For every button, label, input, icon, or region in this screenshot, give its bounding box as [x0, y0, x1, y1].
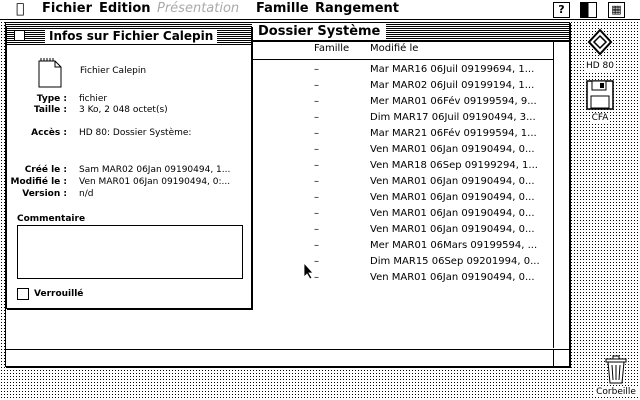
row-family: – [314, 240, 319, 251]
desktop-floppy[interactable] [580, 80, 620, 123]
hard-disk-icon[interactable] [587, 28, 613, 58]
floppy-disk-icon[interactable] [586, 80, 614, 110]
floppy-label: CFA [591, 113, 609, 123]
grow-box[interactable] [553, 350, 569, 366]
row-modified: Mar MAR21 06Fév 09199594, 1... [370, 128, 537, 139]
menu-famille[interactable]: Famille [256, 1, 309, 16]
close-box-icon[interactable] [14, 30, 25, 41]
row-modified: Mar MAR16 06Juil 09199694, 1... [370, 64, 535, 75]
vertical-scrollbar[interactable] [553, 42, 569, 348]
trash-icon[interactable] [603, 354, 629, 384]
horizontal-scrollbar[interactable] [6, 349, 569, 366]
row-modified: Ven MAR01 06Jan 09190494, 0... [370, 208, 535, 219]
help-menu-icon[interactable]: ? [553, 2, 570, 18]
where-value: HD 80: Dossier Système: [79, 128, 192, 138]
row-family: – [314, 272, 319, 283]
menu-rangement[interactable]: Rangement [315, 1, 399, 16]
row-family: – [314, 208, 319, 219]
apple-menu-icon[interactable] [16, 1, 24, 17]
row-family: – [314, 256, 319, 267]
row-modified: Ven MAR01 06Jan 09190494, 0... [370, 192, 535, 203]
row-modified: Mar MAR02 06Juil 09199194, 1... [370, 80, 535, 91]
row-family: – [314, 160, 319, 171]
created-label: Créé le : [24, 165, 67, 175]
row-family: – [314, 64, 319, 75]
disk-label: HD 80 [585, 61, 614, 71]
row-modified: Ven MAR01 06Jan 09190494, 0... [370, 224, 535, 235]
row-family: – [314, 176, 319, 187]
size-label: Taille : [33, 105, 67, 115]
file-name: Fichier Calepin [80, 66, 147, 76]
desktop-disk[interactable] [580, 28, 620, 71]
info-window-titlebar[interactable] [7, 27, 251, 45]
info-window-title: Infos sur Fichier Calepin [45, 29, 217, 43]
document-icon [37, 57, 63, 89]
where-label: Accès : [31, 128, 67, 138]
balloon-menu-icon[interactable] [580, 2, 597, 18]
created-value: Sam MAR02 06Jan 09190494, 1... [79, 165, 231, 175]
menu-bar [0, 0, 640, 20]
trash-label: Corbeille [596, 387, 636, 397]
version-label: Version : [22, 189, 67, 199]
mouse-cursor-icon [303, 262, 315, 280]
info-window [6, 26, 252, 309]
row-modified: Ven MAR01 06Jan 09190494, 0... [370, 144, 535, 155]
desktop-trash[interactable] [594, 354, 638, 397]
type-value: fichier [79, 94, 108, 104]
row-modified: Ven MAR18 06Sep 09199294, 1... [370, 160, 538, 171]
row-modified: Ven MAR01 06Jan 09190494, 0... [370, 176, 535, 187]
row-modified: Mer MAR01 06Fév 09199594, 9... [370, 96, 537, 107]
row-modified: Ven MAR01 06Jan 09190494, 0... [370, 272, 535, 283]
folder-window-title: Dossier Système [252, 24, 386, 39]
row-family: – [314, 192, 319, 203]
row-family: – [314, 128, 319, 139]
row-family: – [314, 96, 319, 107]
row-family: – [314, 224, 319, 235]
lock-label: Verrouillé [34, 289, 84, 299]
menu-fichier[interactable]: Fichier [42, 1, 92, 16]
version-value: n/d [79, 189, 94, 199]
lock-control[interactable] [17, 288, 83, 300]
application-menu-icon[interactable]: ▦ [608, 2, 625, 18]
lock-checkbox[interactable] [17, 288, 29, 300]
menu-edition[interactable]: Edition [99, 1, 151, 16]
modified-label: Modifié le : [10, 177, 67, 187]
row-family: – [314, 80, 319, 91]
row-family: – [314, 144, 319, 155]
column-header-famille[interactable]: Famille [314, 43, 350, 54]
row-modified: Dim MAR17 06Juil 09190494, 3... [370, 112, 536, 123]
row-family: – [314, 112, 319, 123]
menu-presentation[interactable]: Présentation [157, 1, 240, 16]
comment-input[interactable] [17, 225, 243, 279]
row-modified: Dim MAR15 06Sep 09201994, 0... [370, 256, 540, 267]
size-value: 3 Ko, 2 048 octet(s) [79, 105, 168, 115]
comment-label: Commentaire [17, 214, 86, 224]
type-label: Type : [36, 94, 67, 104]
row-modified: Mer MAR01 06Mars 09199594, ... [370, 240, 538, 251]
column-header-modifie[interactable]: Modifié le [370, 43, 419, 54]
modified-value: Ven MAR01 06Jan 09190494, 0:... [79, 177, 231, 187]
